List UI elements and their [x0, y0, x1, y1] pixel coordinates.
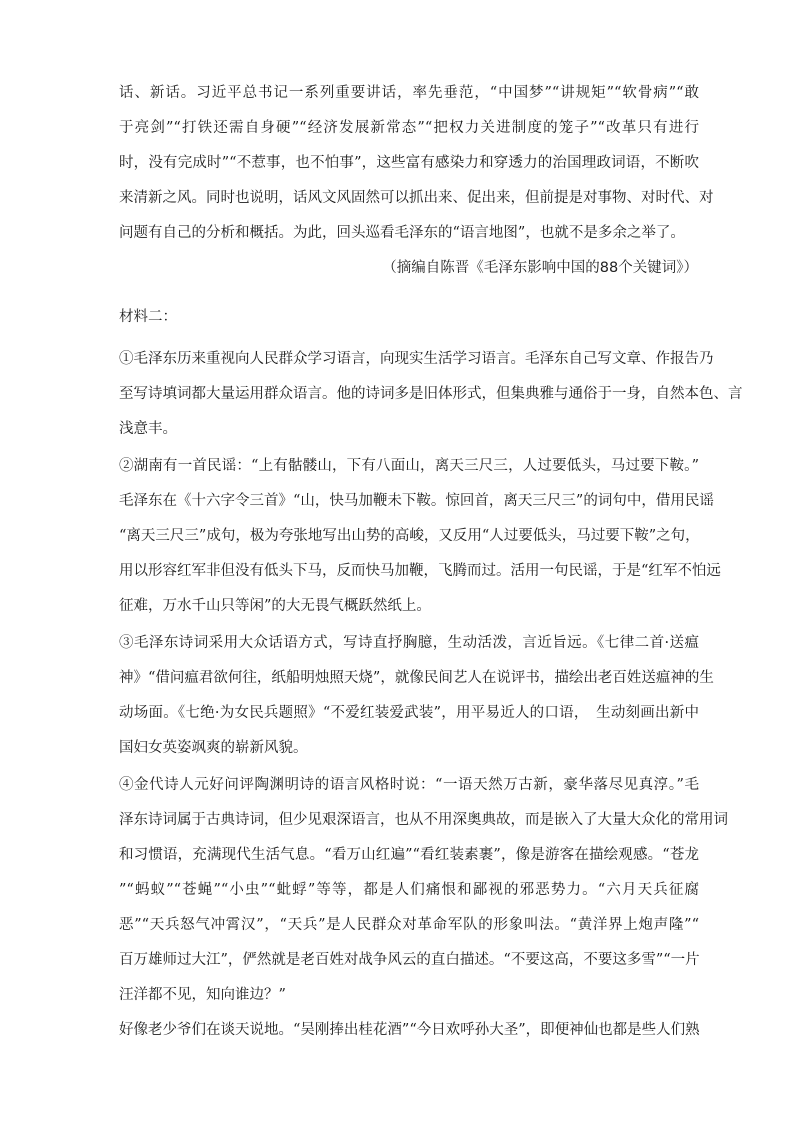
text-line: 动场面。《七绝·为女民兵题照》“不爱红装爱武装”，用平易近人的口语， 生动刻画出新中 [119, 705, 699, 721]
text-line: 毛泽东在《十六字令三首》“山，快马加鞭未下鞍。惊回首，离天三尺三”的词句中，借用民谣 [119, 493, 714, 509]
text-line: 国妇女英姿飒爽的崭新风貌。 [119, 740, 308, 756]
text-line: 问题有自己的分析和概括。为此，回头巡看毛泽东的“语言地图”，也就不是多余之举了。 [119, 225, 685, 241]
text-line: ③毛泽东诗词采用大众话语方式，写诗直抒胸臆，生动活泼，言近旨远。《七律二首·送瘟 [119, 635, 699, 651]
text-line: 来清新之风。同时也说明，话风文风固然可以抓出来、促出来，但前提是对事物、对时代、对 [119, 190, 714, 206]
text-line: 征难，万水千山只等闲”的大无畏气概跃然纸上。 [119, 598, 431, 614]
text-line: 恶”“天兵怒气冲霄汉”，“天兵”是人民群众对革命军队的形象叫法。“黄洋界上炮声隆”“ [119, 917, 699, 933]
text-line: ①毛泽东历来重视向人民群众学习语言，向现实生活学习语言。毛泽东自己写文章、作报告乃 [119, 351, 714, 367]
text-line: 和习惯语，充满现代生活气息。“看万山红遍”“看红装素裹”，像是游客在描绘观感。“苍龙 [119, 847, 699, 863]
text-line: 用以形容红军非但没有低头下马，反而快马加鞭，飞腾而过。活用一句民谣，于是“红军不怕远 [119, 563, 721, 579]
text-line: 于亮剑”“打铁还需自身硬”“经济发展新常态”“把权力关进制度的笼子”“改革只有进行 [119, 120, 699, 136]
text-line: 百万雄师过大江”，俨然就是老百姓对战争风云的直白描述。“不要这高，不要这多雪”“一片 [119, 952, 700, 968]
text-line: 时，没有完成时”“不惹事，也不怕事”，这些富有感染力和穿透力的治国理政词语，不断吹 [119, 155, 699, 171]
source-citation: （摘编自陈晋《毛泽东影响中国的88个关键词》） [382, 260, 698, 276]
text-line: 话、新话。习近平总书记一系列重要讲话，率先垂范，“中国梦”“讲规矩”“软骨病”“敢 [119, 85, 699, 101]
text-line: 汪洋都不见，知向谁边？” [119, 987, 286, 1003]
text-line: 神》“借问瘟君欲何往，纸船明烛照天烧”，就像民间艺人在说评书，描绘出老百姓送瘟神的生 [119, 670, 714, 686]
section-heading: 材料二： [119, 309, 177, 325]
text-line: ”“蚂蚁”“苍蝇”“小虫”“蚍蜉”等等，都是人们痛恨和鄙视的邪恶势力。“六月天兵征腐 [119, 882, 699, 898]
text-line: “离天三尺三”成句，极为夸张地写出山势的高峻，又反用“人过要低头，马过要下鞍”之句， [119, 528, 700, 544]
text-line: 好像老少爷们在谈天说地。“吴刚捧出桂花酒”“今日欢呼孙大圣”，即便神仙也都是些人们熟 [119, 1022, 700, 1038]
text-line: ④金代诗人元好问评陶渊明诗的语言风格时说：“一语天然万古新，豪华落尽见真淳。”毛 [119, 777, 699, 793]
text-line: 浅意丰。 [119, 421, 177, 437]
text-line: ②湖南有一首民谣：“上有骷髅山，下有八面山，离天三尺三，人过要低头，马过要下鞍。” [119, 458, 699, 474]
text-line: 泽东诗词属于古典诗词，但少见艰深语言，也从不用深奥典故，而是嵌入了大量大众化的常用词 [119, 812, 728, 828]
text-line: 至写诗填词都大量运用群众语言。他的诗词多是旧体形式，但集典雅与通俗于一身，自然本色、言 [119, 386, 743, 402]
